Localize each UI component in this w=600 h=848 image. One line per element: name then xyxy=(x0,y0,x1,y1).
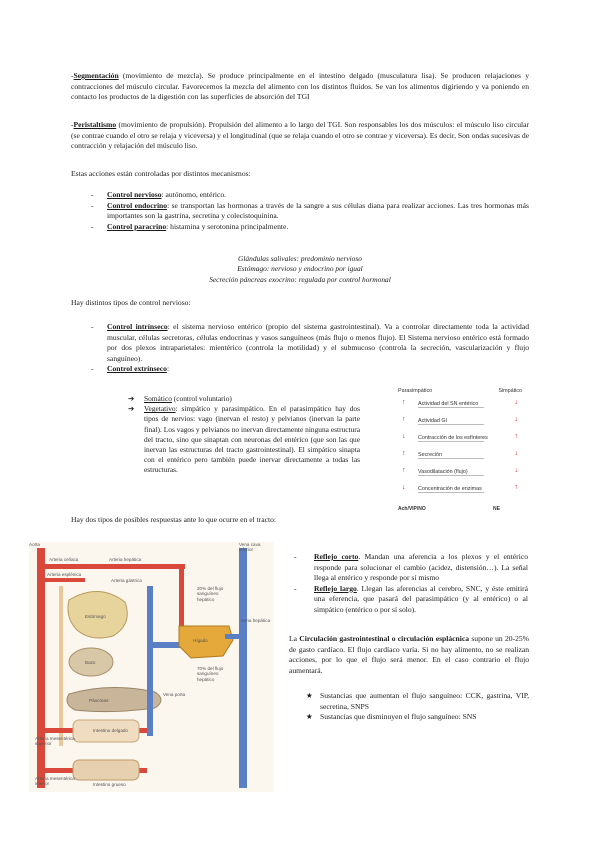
autonomic-row-label: Actividad del SN entérico xyxy=(418,401,484,408)
control-item-text: : autónomo, entérico. xyxy=(161,190,227,199)
peristaltismo-term: Peristaltismo xyxy=(73,120,117,129)
parasympathetic-arrow-icon: ↓ xyxy=(402,433,406,440)
parasympathetic-arrow-icon: ↑ xyxy=(402,467,406,474)
autonomic-row-label: Contracción de los esfínteres xyxy=(418,435,488,441)
segmentacion-text: (movimiento de mezcla). Se produce principalmente en el intestino delgado (musculatura lisa). Se producen relajaciones y contracciones del músculo circular. Favorecemos la mezcla del alimento con los distintos fluidos. Se van los alimentos digiriendo y va poniendo en contacto los productos de la digestión con las superficies de absorción del TGI xyxy=(71,71,529,102)
parasympathetic-arrow-icon: ↑ xyxy=(402,416,406,423)
celiac-artery xyxy=(45,564,185,569)
label-vena-hepatica: Vena hepática xyxy=(241,618,271,623)
autonomic-row-label: Concentración de enzimas xyxy=(418,486,484,493)
hepatic-artery xyxy=(179,564,184,634)
sympathetic-arrow-icon: ↓ xyxy=(514,450,518,457)
sustancias-list xyxy=(306,691,529,723)
control-item-text: : histamina y serotonina principalmente. xyxy=(166,221,289,231)
responses-intro: Hay dos tipos de posibles respuestas ante lo que ocurre en el tracto: xyxy=(71,515,276,524)
parasympathetic-footer: Ach/VIP/NO xyxy=(398,506,426,512)
label-arteria-gastrica: Arteria gástrica xyxy=(111,578,142,583)
label-arteria-celiaca: Arteria celíaca xyxy=(49,557,79,562)
parasympathetic-arrow-icon: ↑ xyxy=(402,399,406,406)
peristaltismo-text: (movimiento de propulsión). Propulsión del alimento a lo largo del TGI. Son responsables los dos músculos: el músculo liso circular (se contrae cuando el otro se relaja y viceversa) y el longitudinal (que se relaja cuando el otro se contrae y viceversa). Es decir, Son ondas sucesivas de contracción y relajación del músculo liso. xyxy=(71,120,529,151)
intrinseco-text: : el sistema nervioso entérico (propio del sistema gastrointestinal). Va a controlar directamente toda la actividad muscular, células secretoras, células endocrinas y vasos sanguíneos (más flujo o menos flujo). El Sistema nervioso entérico está formado por dos plexos intraparietales: mientérico (controla la motilidad) y el submucoso (controla la secreción, vascularización y flujo sanguíneo). xyxy=(107,322,529,363)
circulacion-prefix: La xyxy=(289,634,300,643)
portal-vein-branch xyxy=(153,642,181,648)
intrinseco-term: Control intrínseco xyxy=(107,322,168,331)
secretion-control-lines xyxy=(160,254,440,285)
autonomic-row-label: Secreción xyxy=(418,452,484,459)
sympathetic-arrow-icon: ↑ xyxy=(514,433,518,440)
peristaltismo-dash: - xyxy=(71,120,74,129)
label-vena-cava: Vena cava inferior xyxy=(239,542,261,553)
splenic-artery xyxy=(45,578,85,582)
control-item-term: Control endocrino xyxy=(107,200,168,210)
segmentacion-term: Segmentación xyxy=(73,71,119,80)
sympathetic-arrow-icon: ↓ xyxy=(514,467,518,474)
control-item-endocrino xyxy=(91,201,529,222)
vena-cava-vessel xyxy=(239,548,247,788)
sympathetic-arrow-icon: ↓ xyxy=(514,416,518,423)
sympathetic-arrow-icon: ↑ xyxy=(514,484,518,491)
star-icon: ★ xyxy=(306,691,313,700)
parasympathetic-arrow-icon: ↑ xyxy=(402,450,406,457)
star-text: Sustancias que disminuyen el flujo sanguíneo: SNS xyxy=(320,712,477,722)
control-extrinseco xyxy=(91,364,529,375)
circulacion-paragraph xyxy=(289,634,529,676)
label-higado: Hígado xyxy=(193,638,208,643)
hepatic-vein xyxy=(225,634,239,639)
reflejo-term: Reflejo largo xyxy=(314,583,357,593)
autonomic-row xyxy=(396,398,524,414)
label-estomago: Estómago xyxy=(85,614,106,619)
autonomic-row xyxy=(396,415,524,431)
star-icon: ★ xyxy=(306,712,313,722)
label-arteria-hepatica: Arteria hepática xyxy=(109,557,142,562)
autonomic-row-label: Actividad GI xyxy=(418,418,484,425)
control-intrinseco xyxy=(91,322,529,364)
parasympathetic-arrow-icon: ↓ xyxy=(402,484,406,491)
control-item-text: : se transportan las hormonas a través de la sangre a sus células diana para realizar acciones. Las tres hormonas más importantes son la gastrina, secretina y colecistoquinina. xyxy=(107,200,529,221)
extrinseco-somatico xyxy=(128,394,360,404)
vegetativo-text: : simpático y parasimpático. En el parasimpático hay dos tipos de nervios: vago (inervan el resto) y pelvianos (inervan la parte final). Los vagos y pelvianos no inervan directamente ninguna estructura del tracto, sino que sinaptan con neuronas del entérico (que son las que inervan las estructuras del tracto gastrointestinal). El simpático sinapta con el entérico pero también puede inervar directamente a todas las estructuras. xyxy=(144,404,360,475)
parasympathetic-header: Parasimpático xyxy=(398,388,433,394)
sustancias-disminuyen xyxy=(306,712,529,723)
autonomic-effects-table xyxy=(396,388,524,512)
control-item-term: Control paracrino xyxy=(107,221,167,231)
arrow-icon: ➔ xyxy=(128,394,135,403)
label-intestino-grueso: Intestino grueso xyxy=(93,782,126,787)
circulacion-text: supone un 20-25% de gasto cardíaco. El flujo cardíaco varía. Si no hay alimento, no se realizan acciones, por lo que el flujo será menor. En el caso contrario el flujo aumentará. xyxy=(289,634,529,675)
portal-vein xyxy=(147,586,153,736)
pancreas-shape xyxy=(67,687,161,711)
extrinseco-term: Control extrínseco xyxy=(107,364,167,374)
somatico-text: (control voluntario) xyxy=(171,394,232,403)
sympathetic-arrow-icon: ↓ xyxy=(514,399,518,406)
reflejo-text: . Llegan las aferencias al cerebro, SNC, y éste emitirá una eferencia, que pasará del parasimpático (y al entérico) o al simpático (entérico o por sí solo). xyxy=(314,583,528,614)
label-flujo-20: 20% del flujo sanguíneo hepático xyxy=(197,586,224,602)
control-intro: Estas acciones están controladas por distintos mecanismos: xyxy=(71,169,251,178)
secretion-line: Estómago: nervioso y endocrino por igual xyxy=(237,264,363,274)
label-intestino-delgado: Intestino delgado xyxy=(93,728,128,733)
reflejo-term: Reflejo corto xyxy=(314,552,359,561)
vegetativo-term: Vegetativo xyxy=(144,404,176,414)
label-mesenterica-superior: Arteria mesentérica superior xyxy=(35,736,75,747)
large-intestine-shape xyxy=(73,760,139,780)
autonomic-row xyxy=(396,432,524,448)
control-item-paracrino xyxy=(91,222,529,233)
nervous-intro: Hay distintos tipos de control nervioso: xyxy=(71,298,191,307)
control-item-term: Control nervioso xyxy=(107,190,162,199)
aorta-vessel xyxy=(37,548,45,788)
nervous-control-list xyxy=(91,322,529,375)
vascular-bed xyxy=(59,586,63,746)
peristaltismo-paragraph xyxy=(71,120,529,152)
sustancias-aumentan xyxy=(306,691,529,712)
label-vena-porta: Vena porta xyxy=(163,692,186,697)
autonomic-row xyxy=(396,483,524,499)
autonomic-rows xyxy=(396,398,524,498)
reflejos-list xyxy=(294,552,528,616)
control-item-nervioso xyxy=(91,190,529,201)
star-text: Sustancias que aumentan el flujo sanguíneo: CCK, gastrina, VIP, secretina, SNPS xyxy=(320,691,529,711)
label-bazo: Bazo xyxy=(85,660,96,665)
secretion-line: Secreción páncreas exocrino: regulada por control hormonal xyxy=(209,274,391,284)
splanchnic-circulation-figure xyxy=(29,542,273,792)
label-mesenterica-inferior: Arteria mesentérica inferior xyxy=(35,776,75,787)
autonomic-row xyxy=(396,449,524,465)
reflejo-text: . Mandan una aferencia a los plexos y el entérico responde para solucionar el cambio (acidez, distensión…). La señal llega al entérico y responde por sí mismo xyxy=(314,552,528,583)
extrinseco-vegetativo xyxy=(128,404,360,475)
segmentacion-dash: - xyxy=(71,71,74,80)
arrow-icon: ➔ xyxy=(128,404,135,414)
sympathetic-header: Simpático xyxy=(498,388,522,394)
label-pancreas: Páncreas xyxy=(89,698,109,703)
extrinseco-text: : xyxy=(166,364,170,374)
somatico-term: Somático xyxy=(144,394,172,403)
extrinseco-sublist xyxy=(128,394,360,476)
reflejo-largo xyxy=(294,584,528,616)
autonomic-row xyxy=(396,466,524,482)
segmentacion-paragraph xyxy=(71,71,529,103)
reflejo-corto xyxy=(294,552,528,584)
label-flujo-70: 70% del flujo sanguíneo hepático xyxy=(197,666,224,682)
autonomic-row-label: Vasodilatación (flujo) xyxy=(418,469,484,476)
label-arteria-esplenica: Arteria esplénica xyxy=(47,572,82,577)
sympathetic-footer: NE xyxy=(493,506,500,512)
control-list xyxy=(91,190,529,232)
secretion-line: Glándulas salivales: predominio nervioso xyxy=(238,254,362,263)
label-aorta: Aorta xyxy=(29,542,40,547)
circulacion-term: Circulación gastrointestinal o circulación esplácnica xyxy=(299,634,470,643)
